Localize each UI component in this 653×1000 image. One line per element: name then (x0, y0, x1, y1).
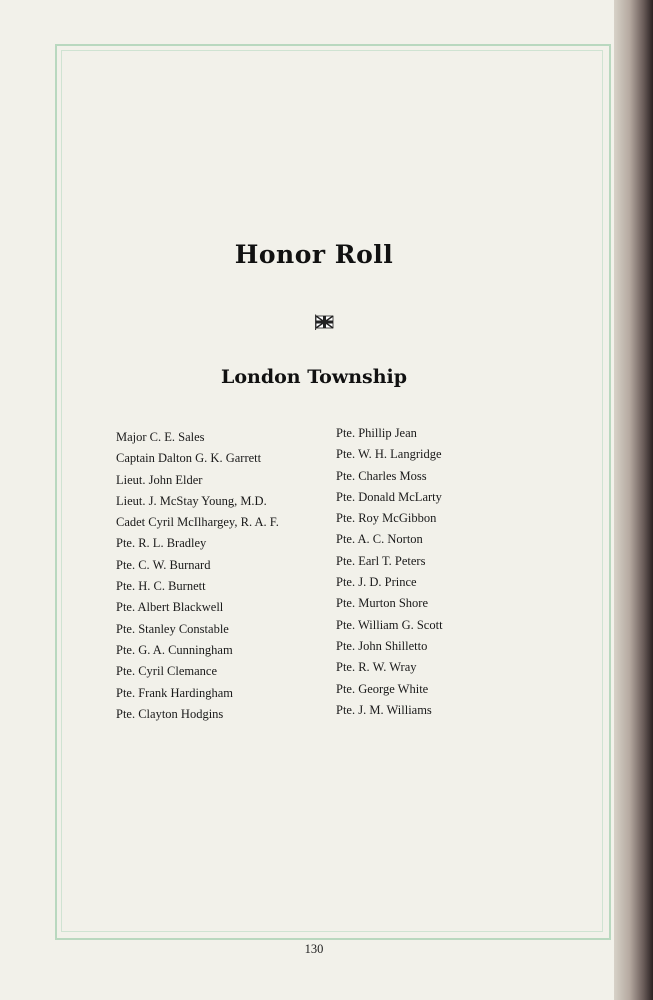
list-item: Pte. Cyril Clemance (116, 664, 218, 679)
list-item: Pte. John Shilletto (336, 638, 428, 653)
list-item: Pte. Donald McLarty (336, 489, 442, 504)
list-item: Pte. G. A. Cunningham (116, 642, 233, 657)
list-item: Pte. C. W. Burnard (116, 557, 211, 572)
book-edge (614, 0, 653, 1000)
list-item: Pte. R. L. Bradley (116, 536, 207, 551)
list-item: Major C. E. Sales (116, 430, 205, 444)
list-item: Pte. Phillip Jean (336, 426, 417, 440)
page-subtitle: London Township (220, 366, 408, 388)
list-item: Pte. Roy McGibbon (336, 511, 437, 526)
list-item: Pte. W. H. Langridge (336, 447, 442, 462)
list-item: Pte. Earl T. Peters (336, 553, 426, 568)
list-item: Pte. R. W. Wray (336, 660, 417, 675)
list-item: Pte. J. D. Prince (336, 575, 417, 590)
list-item: Captain Dalton G. K. Garrett (116, 451, 262, 466)
list-item: Pte. Stanley Constable (116, 621, 229, 636)
list-item: Pte. George White (336, 681, 429, 696)
list-item: Pte. Frank Hardingham (116, 685, 233, 700)
list-item: Cadet Cyril McIlhargey, R. A. F. (116, 515, 279, 530)
list-item: Pte. J. M. Williams (336, 702, 432, 717)
page-number: 130 (304, 942, 324, 956)
list-item: Lieut. J. McStay Young, M.D. (116, 493, 267, 508)
union-jack-icon (315, 314, 335, 330)
names-column-right (336, 423, 443, 721)
names-column-left (116, 427, 279, 725)
list-item: Pte. A. C. Norton (336, 532, 423, 547)
list-item: Pte. William G. Scott (336, 617, 443, 632)
list-item: Pte. Albert Blackwell (116, 600, 224, 615)
list-item: Pte. Charles Moss (336, 468, 427, 483)
list-item: Pte. H. C. Burnett (116, 579, 206, 594)
list-item: Pte. Murton Shore (336, 596, 429, 611)
page-title: Honor Roll (234, 240, 394, 269)
list-item: Pte. Clayton Hodgins (116, 706, 224, 721)
list-item: Lieut. John Elder (116, 472, 203, 487)
